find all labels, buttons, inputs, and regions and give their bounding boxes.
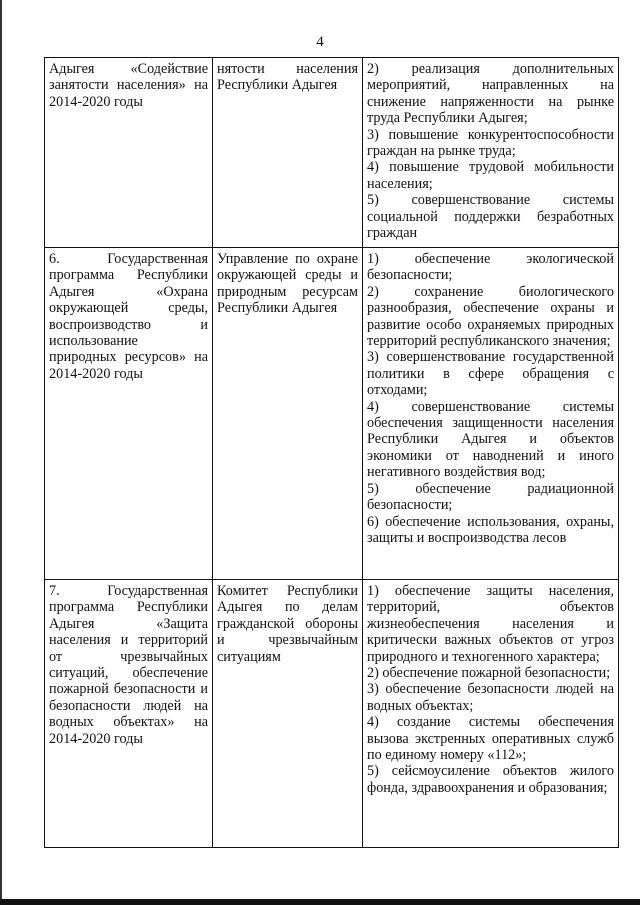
table-row bbox=[45, 580, 619, 848]
goals-cell bbox=[363, 248, 619, 580]
goal-item: 1) обеспечение экологической безопасности; bbox=[367, 251, 614, 284]
executor-cell: нятости населения Республики Адыгея bbox=[213, 58, 363, 248]
goal-item: 2) сохранение биологического разнообразия, обеспечение охраны и развитие особо охраняемых природных территорий республиканского значения; bbox=[367, 283, 614, 350]
table-row bbox=[45, 58, 619, 248]
goal-item: 5) сейсмоусиление объектов жилого фонда, здравоохранения и образования; bbox=[367, 763, 614, 796]
goal-item: 3) совершенствование государственной политики в сфере обращения с отходами; bbox=[367, 349, 614, 399]
goal-item: 1) обеспечение защиты населения, территорий, объектов жизнеобеспечения населения и критически важных объектов от угроз природного и техногенного характера; bbox=[367, 583, 614, 665]
executor-cell: Управление по охране окружающей среды и природным ресурсам Республики Адыгея bbox=[213, 248, 363, 580]
goal-item: 5) обеспечение радиационной безопасности; bbox=[367, 480, 614, 514]
scan-bottom-edge bbox=[0, 899, 640, 905]
goal-item: 4) создание системы обеспечения вызова экстренных оперативных служб по единому номеру «112»; bbox=[367, 714, 614, 764]
goal-item: 4) повышение трудовой мобильности населения; bbox=[367, 159, 614, 192]
program-cell: Адыгея «Содействие занятости населения» на 2014-2020 годы bbox=[45, 58, 213, 248]
page-number: 4 bbox=[316, 34, 324, 50]
goals-cell bbox=[363, 58, 619, 248]
program-cell: 6. Государственная программа Республики Адыгея «Охрана окружающей среды, воспроизводство и использование природных ресурсов» на 2014-2020 годы bbox=[45, 248, 213, 580]
goal-item: 5) совершенствование системы социальной поддержки безработных граждан bbox=[367, 192, 614, 242]
goal-item: 2) реализация дополнительных мероприятий, направленных на снижение напряженности на рынке труда Республики Адыгея; bbox=[367, 61, 614, 127]
table-row bbox=[45, 248, 619, 580]
goal-item: 2) обеспечение пожарной безопасности; bbox=[367, 665, 611, 682]
goal-item: 3) обеспечение безопасности людей на водных объектах; bbox=[367, 681, 614, 714]
goals-cell bbox=[363, 580, 619, 848]
programs-table bbox=[44, 57, 619, 848]
executor-cell: Комитет Республики Адыгея по делам гражданской обороны и чрезвычайным ситуациям bbox=[213, 580, 363, 848]
goal-item: 4) совершенствование системы обеспечения защищенности населения Республики Адыгея и объектов экономики от наводнений и иного негативного воздействия вод; bbox=[367, 398, 614, 481]
program-cell: 7. Государственная программа Республики Адыгея «Защита населения и территорий от чрезвычайных ситуаций, обеспечение пожарной безопасности и безопасности людей на водных объектах» на 2014-2020 годы bbox=[45, 580, 213, 848]
goal-item: 6) обеспечение использования, охраны, защиты и воспроизводства лесов bbox=[367, 513, 614, 546]
scan-left-edge bbox=[0, 0, 2, 905]
goal-item: 3) повышение конкурентоспособности граждан на рынке труда; bbox=[367, 126, 614, 160]
